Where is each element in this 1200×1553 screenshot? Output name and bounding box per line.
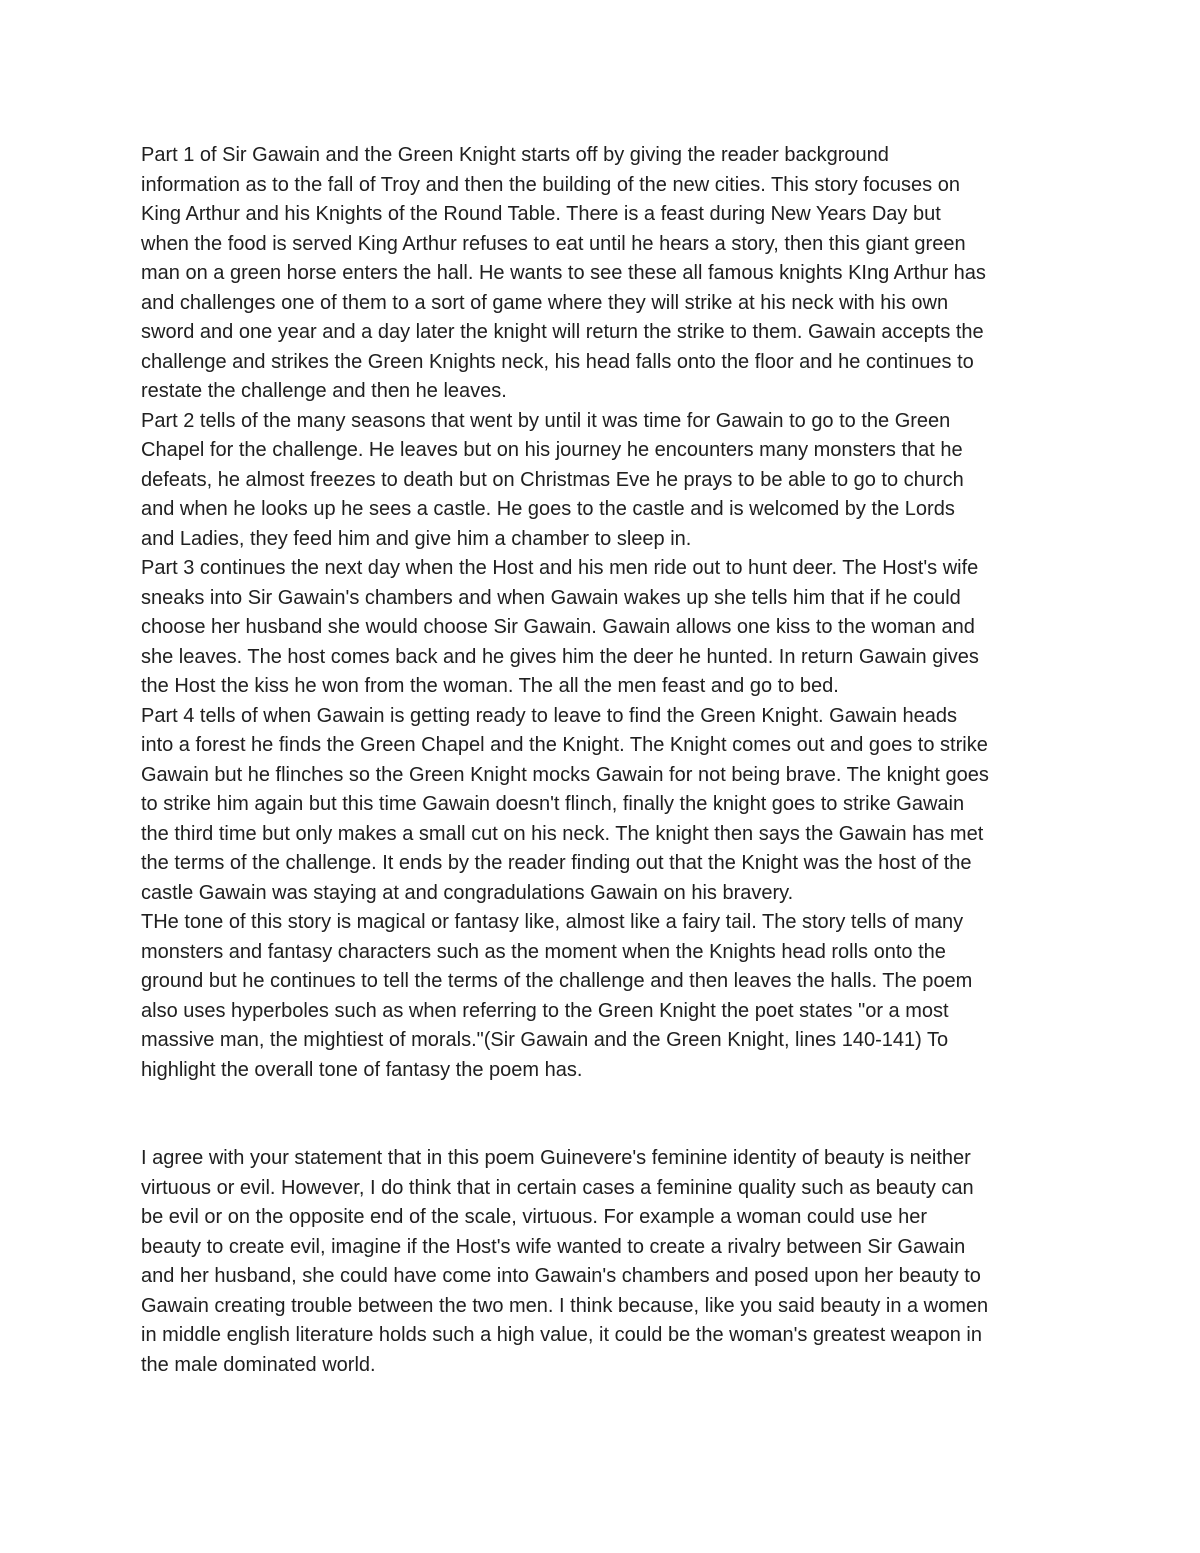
text-line: and her husband, she could have come into Gawain's chambers and posed upon her beauty to — [141, 1265, 981, 1287]
text-line: the terms of the challenge. It ends by the reader finding out that the Knight was the host of the — [141, 852, 972, 874]
text-line: Part 1 of Sir Gawain and the Green Knight starts off by giving the reader background — [141, 144, 889, 166]
text-line: when the food is served King Arthur refuses to eat until he hears a story, then this giant green — [141, 232, 966, 255]
text-line: and Ladies, they feed him and give him a chamber to sleep in. — [141, 527, 692, 550]
text-line: man on a green horse enters the hall. He wants to see these all famous knights KIng Arthur has — [141, 262, 986, 284]
text-line: monsters and fantasy characters such as the moment when the Knights head rolls onto the — [141, 940, 946, 963]
text-line: she leaves. The host comes back and he gives him the deer he hunted. In return Gawain gives — [141, 645, 979, 668]
text-line: the Host the kiss he won from the woman. The all the men feast and go to bed. — [141, 675, 839, 697]
paragraph-part-1 — [141, 141, 1081, 407]
text-line: I agree with your statement that in this poem Guinevere's feminine identity of beauty is neither — [141, 1147, 971, 1169]
document-body — [141, 141, 1081, 1380]
text-line: beauty to create evil, imagine if the Host's wife wanted to create a rivalry between Sir Gawain — [141, 1235, 966, 1258]
text-line: virtuous or evil. However, I do think that in certain cases a feminine quality such as beauty can — [141, 1176, 974, 1199]
text-line: defeats, he almost freezes to death but on Christmas Eve he prays to be able to go to church — [141, 468, 964, 491]
text-line: Gawain but he flinches so the Green Knight mocks Gawain for not being brave. The knight goes — [141, 763, 989, 786]
text-line: massive man, the mightiest of morals."(Sir Gawain and the Green Knight, lines 140-141) To — [141, 1029, 949, 1051]
text-line: ground but he continues to tell the terms of the challenge and then leaves the halls. The poem — [141, 970, 973, 992]
text-line: restate the challenge and then he leaves. — [141, 380, 507, 402]
paragraph-tone — [141, 908, 1081, 1085]
text-line: Chapel for the challenge. He leaves but on his journey he encounters many monsters that he — [141, 439, 963, 461]
text-line: in middle english literature holds such a high value, it could be the woman's greatest weapon in — [141, 1324, 982, 1346]
text-line: challenge and strikes the Green Knights neck, his head falls onto the floor and he continues to — [141, 350, 974, 373]
text-line: the male dominated world. — [141, 1353, 376, 1376]
text-line: Part 4 tells of when Gawain is getting ready to leave to find the Green Knight. Gawain heads — [141, 704, 958, 727]
text-line: information as to the fall of Troy and then the building of the new cities. This story focuses on — [141, 173, 960, 196]
text-line: and when he looks up he sees a castle. He goes to the castle and is welcomed by the Lords — [141, 498, 955, 520]
blank-line — [141, 1085, 1081, 1115]
text-line: into a forest he finds the Green Chapel and the Knight. The Knight comes out and goes to strike — [141, 734, 988, 756]
text-line: the third time but only makes a small cut on his neck. The knight then says the Gawain has met — [141, 822, 984, 845]
text-line: sneaks into Sir Gawain's chambers and when Gawain wakes up she tells him that if he could — [141, 586, 961, 609]
paragraph-part-4 — [141, 702, 1081, 909]
text-line: choose her husband she would choose Sir Gawain. Gawain allows one kiss to the woman and — [141, 616, 975, 638]
text-line: Part 3 continues the next day when the Host and his men ride out to hunt deer. The Host's wife — [141, 557, 979, 579]
blank-line — [141, 1115, 1081, 1145]
text-line: castle Gawain was staying at and congradulations Gawain on his bravery. — [141, 881, 794, 904]
paragraph-part-2 — [141, 407, 1081, 555]
text-line: Part 2 tells of the many seasons that went by until it was time for Gawain to go to the Green — [141, 409, 951, 432]
text-line: be evil or on the opposite end of the scale, virtuous. For example a woman could use her — [141, 1206, 928, 1228]
text-line: also uses hyperboles such as when referring to the Green Knight the poet states "or a most — [141, 999, 949, 1022]
text-line: to strike him again but this time Gawain doesn't flinch, finally the knight goes to strike Gawain — [141, 793, 965, 815]
text-line: THe tone of this story is magical or fantasy like, almost like a fairy tail. The story tells of many — [141, 911, 964, 933]
text-line: highlight the overall tone of fantasy the poem has. — [141, 1058, 583, 1081]
text-line: and challenges one of them to a sort of game where they will strike at his neck with his own — [141, 291, 949, 314]
paragraph-part-3 — [141, 554, 1081, 702]
text-line: King Arthur and his Knights of the Round Table. There is a feast during New Years Day but — [141, 203, 941, 225]
text-line: Gawain creating trouble between the two men. I think because, like you said beauty in a women — [141, 1294, 989, 1317]
paragraph-response — [141, 1144, 1081, 1380]
text-line: sword and one year and a day later the knight will return the strike to them. Gawain accepts the — [141, 321, 984, 343]
